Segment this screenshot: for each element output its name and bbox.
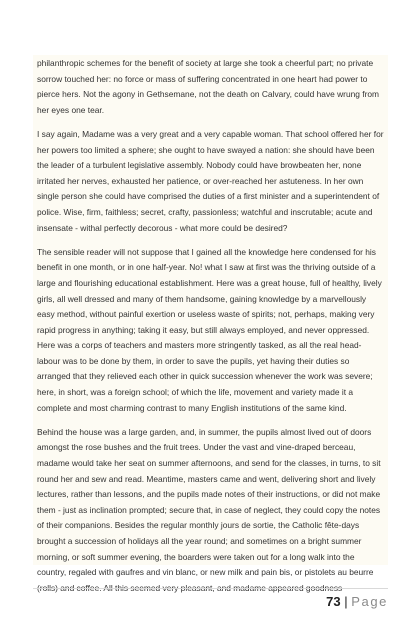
footer-separator: | [344,594,348,609]
text-body [33,55,388,593]
paragraph: The sensible reader will not suppose that I gained all the knowledge here condensed for his benefit in one month, or in one half-year. No! what I saw at first was the thriving outside of a large and flourishing educational establishment. Here was a great house, full of healthy, lively girls, all well dressed and many of them handsome, gaining knowledge by a marvellously easy method, without painful exertion or useless waste of spirits; not, perhaps, making very rapid progress in anything; taking it easy, but still always employed, and never oppressed. Here was a corps of teachers and masters more stringently tasked, as all the real head-labour was to be done by them, in order to save the pupils, yet having their duties so arranged that they relieved each other in quick succession whenever the work was severe; here, in short, was a foreign school; of which the life, movement and variety made it a complete and most charming contrast to many English institutions of the same kind. [37,246,382,413]
page-footer [33,588,388,609]
paragraph: I say again, Madame was a very great and a very capable woman. That school offered her for her powers too limited a sphere; she ought to have swayed a nation: she should have been the leader of a turbulent legislative assembly. Nobody could have browbeaten her, none irritated her nerves, exhausted her patience, or over-reached her astuteness. In her own single person she could have comprised the duties of a first minister and a superintendent of police. Wise, firm, faithless; secret, crafty, passionless; watchful and inscrutable; acute and insensate - withal perfectly decorous - what more could be desired? [37,128,384,233]
paragraph: Behind the house was a large garden, and, in summer, the pupils almost lived out of doors amongst the rose bushes and the fruit trees. Under the vast and vine-draped berceau, madame would take her seat on summer afternoons, and send for the classes, in turns, to sit round her and sew and read. Meantime, masters came and went, delivering short and lively lectures, rather than lessons, and the pupils made notes of their instructions, or did not make them - just as inclination prompted; secure that, in case of neglect, they could copy the notes of their companions. Besides the regular monthly jours de sortie, the Catholic fête-days brought a succession of holidays all the year round; and sometimes on a bright summer morning, or soft summer evening, the boarders were taken out for a long walk into the country, regaled with gaufres and vin blanc, or new milk and pain bis, or pistolets au beurre (rolls) and coffee. All this seemed very pleasant, and madame appeared goodness [37,426,381,593]
paragraph: philanthropic schemes for the benefit of society at large she took a cheerful part; no private sorrow touched her: no force or mass of suffering concentrated in one heart had power to pierce hers. Not the agony in Gethsemane, not the death on Calvary, could have wrung from her eyes one tear. [37,58,380,115]
page-label: Page [351,594,388,609]
page-number: 73 [326,594,341,609]
